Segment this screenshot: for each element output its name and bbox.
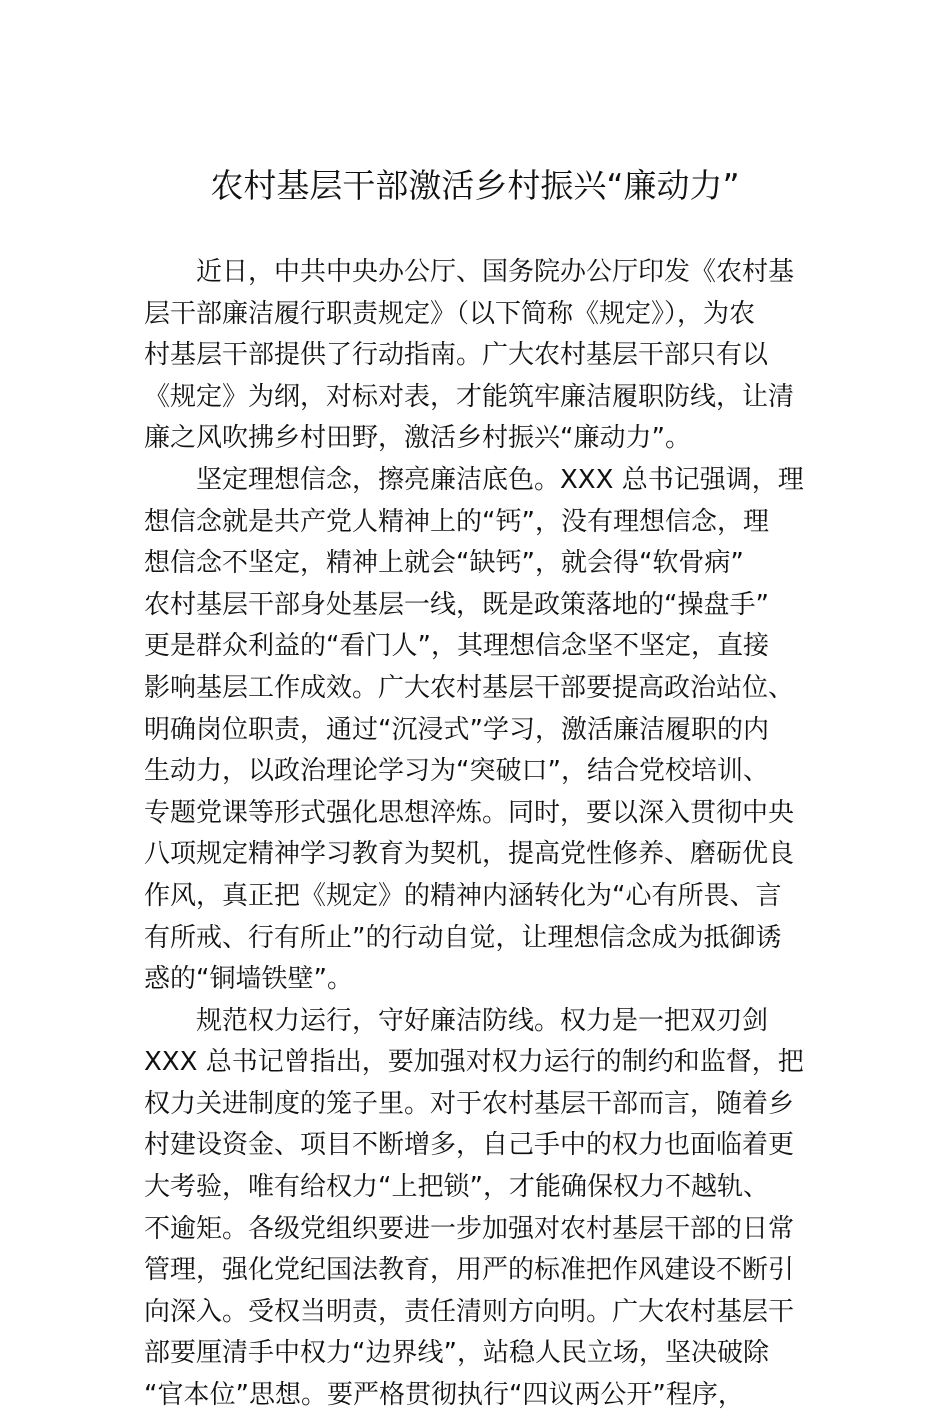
paragraph-line: 管理，强化党纪国法教育，用严的标准把作风建设不断引 [144, 1255, 795, 1286]
paragraph-line: 村建设资金、项目不断增多，自己手中的权力也面临着更 [144, 1130, 795, 1161]
paragraph-line: 生动力，以政治理论学习为“突破口”，结合党校培训、 [144, 756, 769, 787]
paragraph-line: 大考验，唯有给权力“上把锁”，才能确保权力不越轨、 [144, 1172, 769, 1203]
paragraph-line: 作风，真正把《规定》的精神内涵转化为“心有所畏、言 [144, 880, 782, 911]
paragraph-line: 不逾矩。各级党组织要进一步加强对农村基层干部的日常 [144, 1213, 795, 1244]
paragraph-line: 村基层干部提供了行动指南。广大农村基层干部只有以 [144, 340, 769, 371]
paragraph-line: 有所戒、行有所止”的行动自觉，让理想信念成为抵御诱 [144, 922, 782, 953]
paragraph-line: 想信念不坚定，精神上就会“缺钙”，就会得“软骨病” [144, 548, 744, 579]
paragraph-line: 更是群众利益的“看门人”，其理想信念坚不坚定，直接 [144, 631, 769, 662]
paragraph-line: 近日，中共中央办公厅、国务院办公厅印发《农村基 [196, 257, 795, 287]
paragraph-line: 廉之风吹拂乡村田野，激活乡村振兴“廉动力”。 [144, 423, 691, 454]
paragraph-line: 八项规定精神学习教育为契机，提高党性修养、磨砺优良 [144, 839, 795, 870]
paragraph-line: 影响基层工作成效。广大农村基层干部要提高政治站位、 [144, 672, 795, 703]
document-body [144, 252, 808, 1417]
paragraph-line: 想信念就是共产党人精神上的“钙”，没有理想信念，理 [144, 506, 769, 537]
paragraph-line: 农村基层干部身处基层一线，既是政策落地的“操盘手” [144, 589, 769, 620]
paragraph-line: 惑的“铜墙铁壁”。 [144, 964, 353, 995]
paragraph-line: XXX 总书记曾指出，要加强对权力运行的制约和监督，把 [144, 1047, 804, 1078]
paragraph-line: 专题党课等形式强化思想淬炼。同时，要以深入贯彻中央 [144, 797, 795, 828]
paragraph-line: 坚定理想信念，擦亮廉洁底色。XXX 总书记强调，理 [196, 464, 804, 495]
paragraph-line: 明确岗位职责，通过“沉浸式”学习，激活廉洁履职的内 [144, 714, 769, 745]
paragraph-line: 权力关进制度的笼子里。对于农村基层干部而言，随着乡 [144, 1088, 795, 1119]
document-title: 农村基层干部激活乡村振兴“廉动力” [210, 166, 740, 205]
paragraph-line: 层干部廉洁履行职责规定》（以下简称《规定》），为农 [144, 298, 756, 329]
paragraph-line: “官本位”思想。要严格贯彻执行“四议两公开”程序， [144, 1380, 744, 1411]
paragraph-line: 《规定》为纲，对标对表，才能筑牢廉洁履职防线，让清 [144, 381, 795, 412]
paragraph-line: 向深入。受权当明责，责任清则方向明。广大农村基层干 [144, 1296, 795, 1327]
paragraph-line: 规范权力运行，守好廉洁防线。权力是一把双刃剑 [196, 1005, 769, 1036]
paragraph-line: 部要厘清手中权力“边界线”，站稳人民立场，坚决破除 [144, 1338, 769, 1369]
